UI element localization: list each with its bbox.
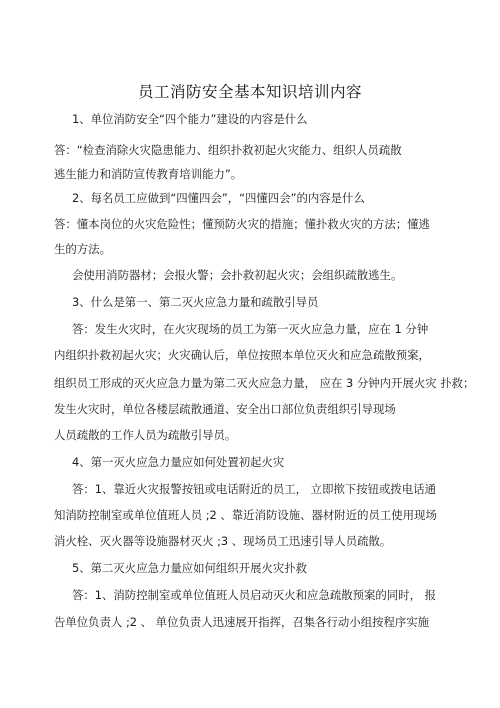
answer-q4-line2: 知消防控制室或单位值班人员 ;2 、靠近消防设施、器材附近的员工使用现场 bbox=[54, 508, 437, 522]
answer-q1-line2: 逃生能力和消防宣传教育培训能力”。 bbox=[54, 167, 243, 181]
document-title: 员工消防安全基本知识培训内容 bbox=[137, 83, 362, 101]
answer-q2-line1: 答：懂本岗位的火灾危险性；懂预防火灾的措施；懂扑救火灾的方法；懂逃 bbox=[54, 217, 430, 231]
answer-q4-line3: 消火栓、灭火器等设施器材灭火 ;3 、现场员工迅速引导人员疏散。 bbox=[54, 534, 392, 548]
answer-q5-line1: 答：1、消防控制室或单位值班人员启动灭火和应急疏散预案的同时， 报 bbox=[72, 588, 436, 602]
answer-q3-line3: 组织员工形成的灭火应急力量为第二灭火应急力量， 应在 3 分钟内开展火灾 扑救； bbox=[54, 376, 475, 390]
answer-q2-line3: 会使用消防器材；会报火警；会扑救初起火灾；会组织疏散逃生。 bbox=[72, 268, 403, 282]
answer-q5-line2: 告单位负责人 ;2 、 单位负责人迅速展开指挥，召集各行动小组按程序实施 bbox=[54, 615, 430, 629]
answer-q3-line2: 内组织扑救初起火灾；火灾确认后，单位按照本单位灭火和应急疏散预案， bbox=[54, 348, 430, 362]
answer-q1-line1: 答：“检查消除火灾隐患能力、组织扑救初起火灾能力、组织人员疏散 bbox=[54, 143, 402, 157]
answer-q3-line1: 答：发生火灾时，在火灾现场的员工为第一灭火应急力量，应在 1 分钟 bbox=[72, 322, 429, 336]
answer-q2-line2: 生的方法。 bbox=[54, 242, 111, 256]
heading-q4: 4、第一灭火应急力量应如何处置初起火灾 bbox=[72, 455, 285, 469]
answer-q3-line4: 发生火灾时，单位各楼层疏散通道、安全出口部位负责组织引导现场 bbox=[54, 402, 396, 416]
heading-q2: 2、每名员工应做到“四懂四会”，“四懂四会”的内容是什么 bbox=[72, 191, 365, 205]
heading-q5: 5、第二灭火应急力量应如何组织开展火灾扑救 bbox=[72, 561, 308, 575]
heading-q1: 1、单位消防安全“四个能力”建设的内容是什么 bbox=[72, 112, 308, 126]
answer-q3-line5: 人员疏散的工作人员为疏散引导员。 bbox=[54, 428, 237, 442]
answer-q4-line1: 答：1、靠近火灾报警按钮或电话附近的员工， 立即揿下按钮或拨电话通 bbox=[72, 482, 436, 496]
heading-q3: 3、什么是第一、第二灭火应急力量和疏散引导员 bbox=[72, 295, 319, 309]
